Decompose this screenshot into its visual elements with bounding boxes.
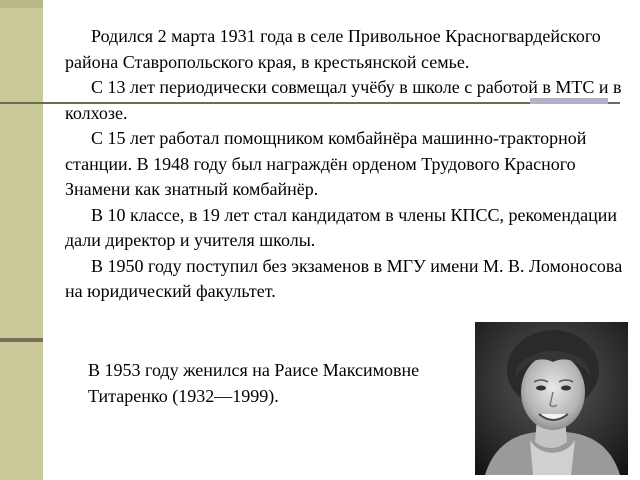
marriage-text — [88, 358, 488, 409]
marriage-line-1: В 1953 году женился на Раисе Максимовне — [88, 360, 420, 380]
paragraph-party-candidate: В 10 классе, в 19 лет стал кандидатом в члены КПСС, рекомендации дали директор и учителя школы. — [65, 204, 617, 250]
paragraph-university: В 1950 году поступил без экзаменов в МГУ имени М. В. Ломоносова на юридический факультет. — [65, 255, 623, 301]
paragraph-school-work: С 13 лет периодически совмещал учёбу в школе с работой в МТС и в колхозе. — [65, 77, 622, 123]
left-decorative-bar — [0, 0, 43, 480]
paragraph-birth: Родился 2 марта 1931 года в селе Привольное Красногвардейского района Ставропольского края, в крестьянской семье. — [65, 26, 601, 72]
marriage-line-2: Титаренко (1932—1999). — [88, 385, 279, 406]
portrait-photo — [475, 322, 628, 475]
left-bar-divider — [0, 338, 43, 342]
paragraph-combine-operator: С 15 лет работал помощником комбайнёра машинно-тракторной станции. В 1948 году был награждён орденом Трудового Красного Знамени как знатный комбайнёр. — [65, 128, 587, 199]
left-bar-top-strip — [0, 0, 43, 8]
biography-text — [65, 24, 630, 305]
portrait-image — [475, 322, 628, 475]
